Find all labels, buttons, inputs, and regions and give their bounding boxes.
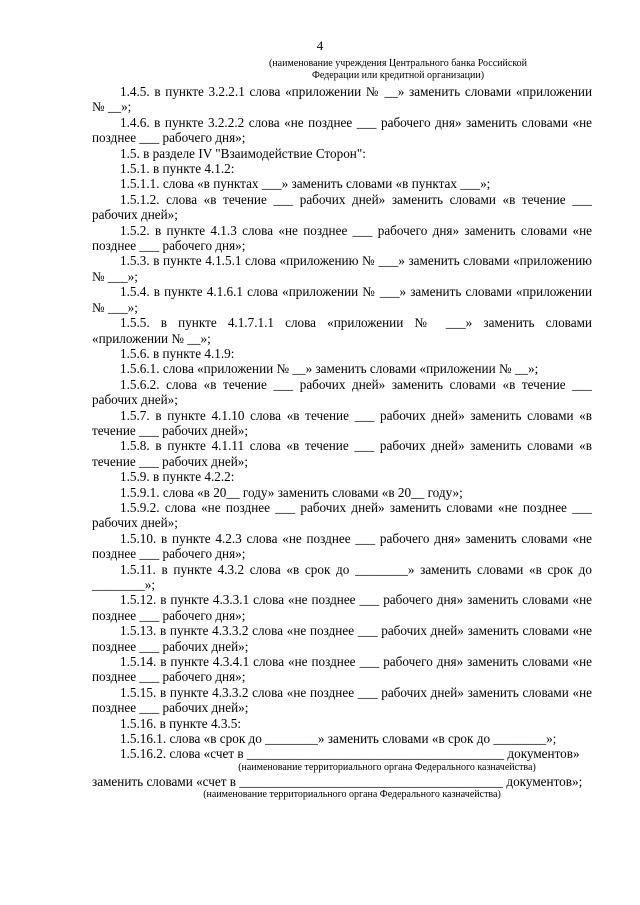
- paragraph: 1.5.6. в пункте 4.1.9:: [120, 345, 235, 361]
- paragraph: 1.5.2. в пункте 4.1.3 слова «не позднее ___ рабочего дня» заменить словами «не позднее ___ рабочего дня»;: [92, 222, 592, 254]
- paragraph: 1.5.10. в пункте 4.2.3 слова «не позднее ___ рабочего дня» заменить словами «не позднее ___ рабочего дня»;: [92, 530, 592, 562]
- paragraph: 1.5.16.1. слова «в срок до ________» заменить словами «в срок до ________»;: [120, 731, 557, 747]
- paragraph: 1.5.9.1. слова «в 20__ году» заменить словами «в 20__ году»;: [120, 484, 463, 500]
- paragraph: 1.5.16.2. слова «счет в _______________________________________ документов»: [120, 746, 580, 762]
- paragraph: 1.4.5. в пункте 3.2.2.1 слова «приложении № __» заменить словами «приложении № __»;: [92, 84, 592, 115]
- paragraph: 1.5.4. в пункте 4.1.6.1 слова «приложении № ___» заменить словами «приложении № ___»;: [92, 284, 592, 315]
- caption-treasury-1: (наименование территориального органа Федерального казначейства): [238, 761, 536, 773]
- final-line: заменить словами «счет в ________________________________________ документов»;: [92, 773, 583, 789]
- paragraph: 1.5.3. в пункте 4.1.5.1 слова «приложению № ___» заменить словами «приложению № ___»;: [92, 253, 592, 284]
- caption-treasury-2: (наименование территориального органа Федерального казначейства): [203, 789, 501, 801]
- paragraph: 1.4.6. в пункте 3.2.2.2 слова «не позднее ___ рабочего дня» заменить словами «не позднее ___ рабочего дня»;: [92, 114, 592, 146]
- paragraph: 1.5.16. в пункте 4.3.5:: [120, 715, 241, 731]
- paragraph: 1.5. в разделе IV "Взаимодействие Сторон":: [120, 145, 366, 161]
- paragraph: 1.5.14. в пункте 4.3.4.1 слова «не позднее ___ рабочего дня» заменить словами «не позднее ___ рабочего дня»;: [92, 654, 592, 685]
- paragraph: 1.5.7. в пункте 4.1.10 слова «в течение ___ рабочих дней» заменить словами «в течение ___ рабочих дней»;: [92, 407, 592, 438]
- paragraph: 1.5.1.1. слова «в пунктах ___» заменить словами «в пунктах ___»;: [120, 176, 491, 192]
- paragraph: 1.5.6.2. слова «в течение ___ рабочих дней» заменить словами «в течение ___ рабочих дней»;: [92, 376, 592, 408]
- paragraph: 1.5.8. в пункте 4.1.11 слова «в течение ___ рабочих дней» заменить словами «в течение ___ рабочих дней»;: [92, 438, 592, 469]
- paragraph: 1.5.12. в пункте 4.3.3.1 слова «не позднее ___ рабочего дня» заменить словами «не позднее ___ рабочего дня»;: [92, 592, 592, 623]
- document-body: [92, 84, 592, 801]
- paragraph: 1.5.6.1. слова «приложении № __» заменить словами «приложении № __»;: [120, 361, 539, 377]
- paragraph: 1.5.11. в пункте 4.3.2 слова «в срок до ________» заменить словами «в срок до ________»;: [92, 561, 592, 592]
- page-number: 4: [316, 38, 324, 53]
- paragraph: 1.5.13. в пункте 4.3.3.2 слова «не позднее ___ рабочих дней» заменить словами «не позднее ___ рабочих дней»;: [92, 623, 592, 654]
- paragraph: 1.5.9. в пункте 4.2.2:: [120, 469, 235, 485]
- paragraph: 1.5.1. в пункте 4.1.2:: [120, 161, 235, 177]
- paragraph: 1.5.9.2. слова «не позднее ___ рабочих дней» заменить словами «не позднее ___ рабочих дней»;: [92, 499, 592, 531]
- header-note-line-2: Федерации или кредитной организации): [311, 70, 485, 81]
- header-note-line-1: (наименование учреждения Центрального банка Российской: [268, 58, 528, 69]
- paragraph: 1.5.15. в пункте 4.3.3.2 слова «не позднее ___ рабочих дней» заменить словами «не позднее ___ рабочих дней»;: [92, 684, 592, 716]
- paragraph: 1.5.5. в пункте 4.1.7.1.1 слова «приложении № ___» заменить словами «приложении № __»;: [92, 315, 592, 346]
- paragraph: 1.5.1.2. слова «в течение ___ рабочих дней» заменить словами «в течение ___ рабочих дней»;: [92, 191, 592, 223]
- header-note: [248, 58, 548, 82]
